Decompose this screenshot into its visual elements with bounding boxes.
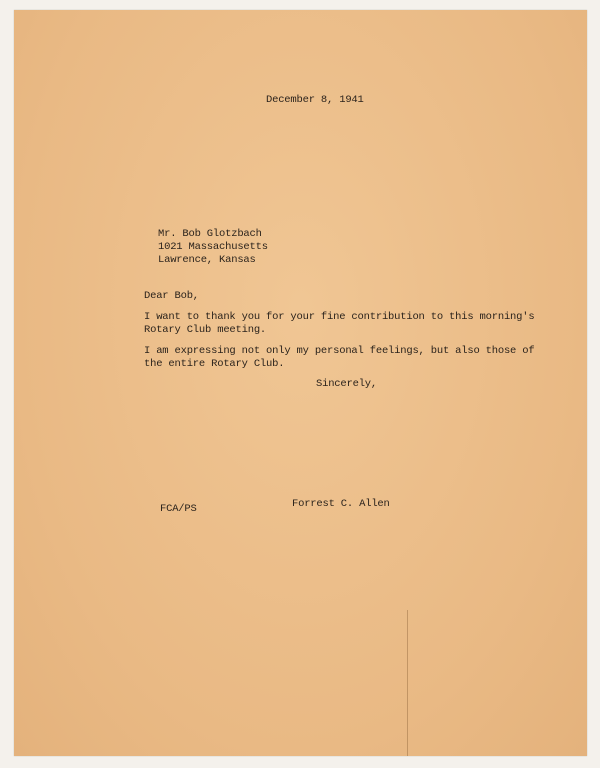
letter-date: December 8, 1941 (266, 94, 364, 106)
recipient-name: Mr. Bob Glotzbach (158, 228, 262, 240)
paragraph1-line2: Rotary Club meeting. (144, 324, 267, 336)
typist-initials: FCA/PS (160, 503, 197, 515)
paragraph2-line2: the entire Rotary Club. (144, 358, 285, 370)
salutation: Dear Bob, (144, 290, 199, 302)
paper-crease (407, 610, 408, 756)
closing: Sincerely, (316, 378, 378, 390)
paragraph1-line1: I want to thank you for your fine contribution to this morning's (144, 311, 535, 323)
recipient-street: 1021 Massachusetts (158, 241, 268, 253)
letter-page (14, 10, 587, 756)
recipient-city: Lawrence, Kansas (158, 254, 256, 266)
paragraph2-line1: I am expressing not only my personal feelings, but also those of (144, 345, 535, 357)
signature-name: Forrest C. Allen (292, 498, 390, 510)
